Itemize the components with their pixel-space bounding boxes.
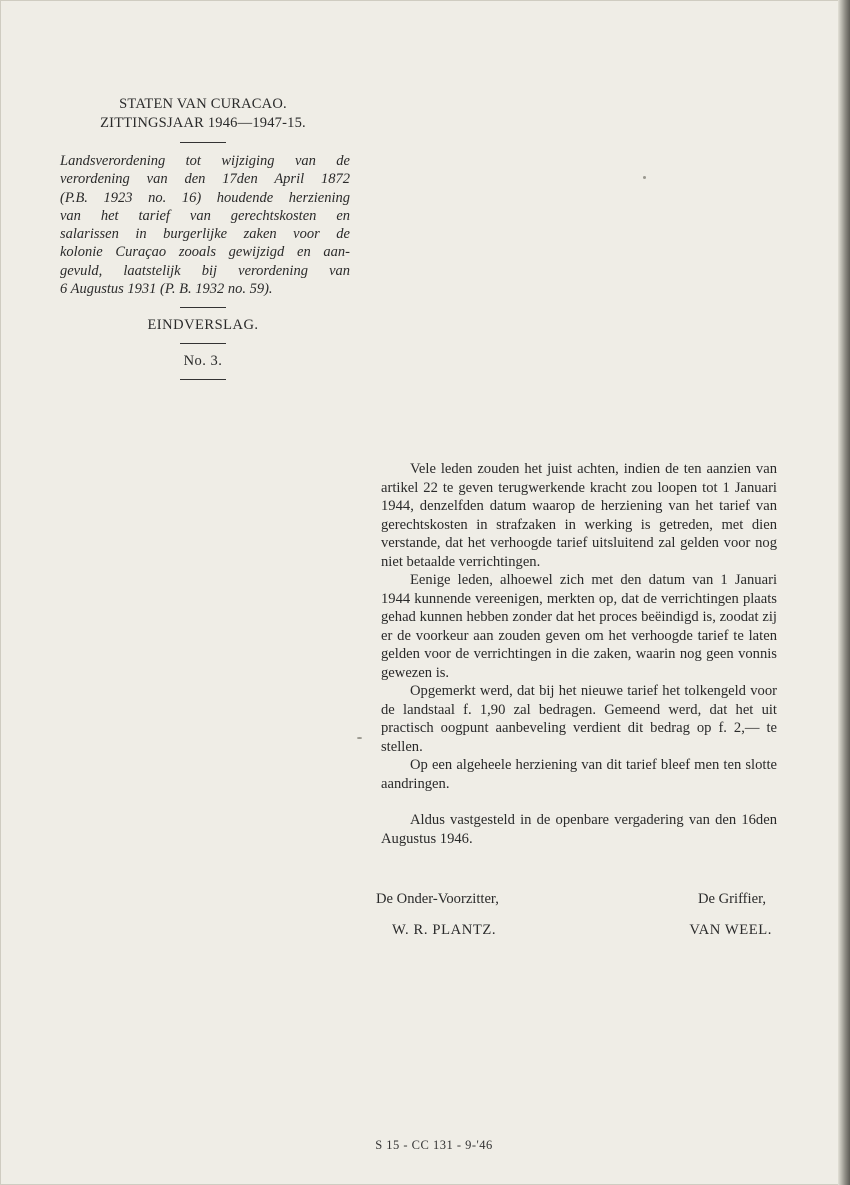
title-block (56, 95, 350, 389)
divider (180, 379, 226, 380)
report-type: EINDVERSLAG. (147, 317, 259, 334)
subject-line: Landsverordening tot wijziging van de (60, 153, 350, 169)
clerk-name: VAN WEEL. (689, 922, 772, 938)
subject-line: (P.B. 1923 no. 16) houdende herziening (60, 189, 350, 206)
vice-chair-title: De Onder-Voorzitter, (376, 891, 499, 907)
divider (180, 307, 226, 308)
subject-line: verordening van den 17den April 1872 (60, 171, 350, 188)
paragraph: Op een algeheele herziening van dit tarief bleef men ten slotte aandringen. (381, 757, 777, 792)
paper-speck (643, 176, 646, 179)
report-body (381, 460, 777, 848)
paragraph: Eenige leden, alhoewel zich met den datum van 1 Januari 1944 kunnende vereenigen, merkten op, dat de verrichtingen plaats gehad kunnen hebben zonder dat het proces beëindigd is, zoodat zij er de voorkeur aan zouden geven om het verhoogde tarief te laten gelden voor de verrichtingen in die zaken, waarin nog geen vonnis gewezen is. (381, 572, 777, 681)
report-number: No. 3. (183, 353, 223, 370)
subject-line: gevuld, laatstelijk bij verordening van (60, 262, 350, 279)
assembly-name: STATEN VAN CURACAO. (119, 96, 287, 112)
page-edge-shadow (838, 0, 850, 1185)
session-year: ZITTINGSJAAR 1946—1947-15. (100, 115, 306, 131)
signature-block (376, 891, 772, 953)
subject-line: kolonie Curaçao zooals gewijzigd en aan- (60, 244, 350, 261)
vice-chair-name: W. R. PLANTZ. (392, 922, 497, 938)
adoption-statement: Aldus vastgesteld in de openbare vergadering van den 16den Augustus 1946. (381, 812, 777, 847)
paragraph: Opgemerkt werd, dat bij het nieuwe tarief het tolkengeld voor de landstaal f. 1,90 zal bedragen. Gemeend werd, dat het uit practisch oogpunt aanbeveling verdient dit bedrag op f. 2,— te stellen. (381, 683, 777, 755)
divider (180, 142, 226, 143)
subject-line: 6 Augustus 1931 (P. B. 1932 no. 59). (60, 281, 273, 298)
subject-line: van het tarief van gerechtskosten en (60, 207, 350, 224)
divider (180, 343, 226, 344)
paragraph: Vele leden zouden het juist achten, indien de ten aanzien van artikel 22 te geven terugwerkende kracht zou loopen tot 1 Januari 1944, denzelfden datum waarop de herziening van het tarief van gerechtskosten in strafzaken in werking is getreden, met dien verstande, dat het verhoogde tarief uitsluitend zal gelden voor nog niet betaalde verrichtingen. (381, 461, 777, 570)
subject-line: salarissen in burgerlijke zaken voor de (60, 226, 350, 243)
ordinance-subject (56, 152, 350, 298)
paper-speck (357, 737, 362, 739)
clerk-title: De Griffier, (697, 891, 766, 907)
print-code: S 15 - CC 131 - 9-'46 (375, 1138, 493, 1152)
